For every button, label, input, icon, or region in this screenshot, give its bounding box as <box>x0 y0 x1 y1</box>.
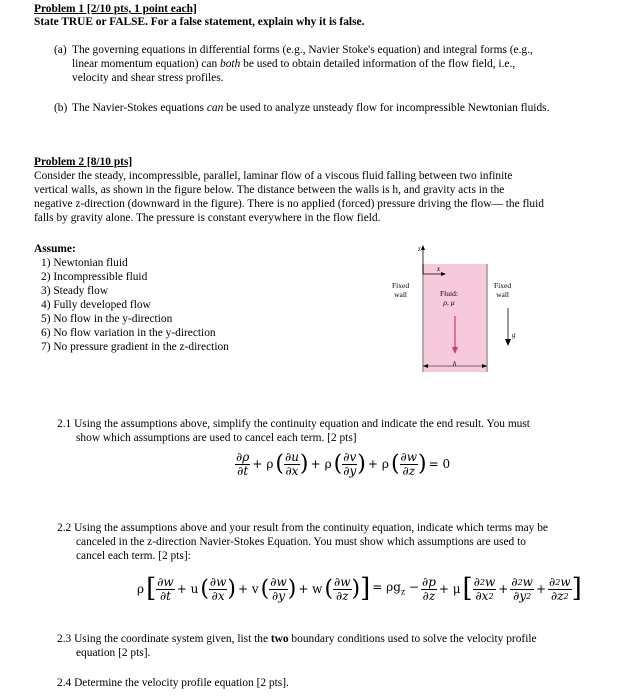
problem2-desc-4: falls by gravity alone. The pressure is constant everywhere in the flow field. <box>34 212 381 224</box>
problem2-title: Problem 2 [8/10 pts] <box>34 156 133 168</box>
assumption-item: 3) Steady flow <box>41 285 109 297</box>
assumption-item: 7) No pressure gradient in the z-direction <box>41 341 229 353</box>
q22-line3: cancel each term. [2 pts]: <box>76 550 191 562</box>
assumption-item: 5) No flow in the y-direction <box>41 313 173 325</box>
problem1-instruction: State TRUE or FALSE. For a false statement, explain why it is false. <box>34 16 365 28</box>
problem1-a-line2: linear momentum equation) can both be used to obtain detailed information of the flow field, i.e., <box>72 58 516 70</box>
left-wall-label: Fixed wall <box>392 281 410 299</box>
q22-line1: 2.2 Using the assumptions above and your result from the continuity equation, indicate which terms may be <box>57 522 548 534</box>
problem1-a-line3: velocity and shear stress profiles. <box>72 72 224 84</box>
problem2-desc-1: Consider the steady, incompressible, parallel, laminar flow of a viscous fluid falling between two infinite <box>34 170 513 182</box>
q22-line2: canceled in the z-direction Navier-Stokes Equation. You must show which assumptions are used to <box>76 536 526 548</box>
x-label: x <box>437 265 441 273</box>
problem1-a-line1: The governing equations in differential forms (e.g., Navier Stoke's equation) and integral forms (e.g., <box>72 44 533 56</box>
problem1-title: Problem 1 [2/10 pts, 1 point each] <box>34 3 197 15</box>
problem1-b-text: The Navier-Stokes equations can be used to analyze unsteady flow for incompressible Newtonian fluids. <box>72 102 550 114</box>
assumption-item: 1) Newtonian fluid <box>41 257 128 269</box>
assume-label: Assume: <box>34 243 76 255</box>
q24-line1: 2.4 Determine the velocity profile equation [2 pts]. <box>57 677 289 689</box>
right-wall-label: Fixed wall <box>494 281 512 299</box>
q21-line2: show which assumptions are used to cancel each term. [2 pts] <box>76 432 357 444</box>
assumption-item: 4) Fully developed flow <box>41 299 151 311</box>
q23-line1: 2.3 Using the coordinate system given, list the two boundary conditions used to solve the velocity profile <box>57 633 537 645</box>
problem1-b-label: (b) <box>54 102 68 114</box>
problem1-a-label: (a) <box>54 44 67 56</box>
assumption-list <box>41 257 229 355</box>
q21-line1: 2.1 Using the assumptions above, simplify the continuity equation and indicate the end result. You must <box>57 418 530 430</box>
continuity-equation: $\frac{\partial\rho}{\partial t}$ + ρ( $\frac{\partial u}{\partial x}$ ) + ρ( $\frac{\partial v}{\partial y}$ ) + ρ( $\frac{\partial w}{\partial z}$ ) = 0 <box>236 450 451 478</box>
assumption-item: 2) Incompressible fluid <box>41 271 148 283</box>
z-label: z <box>418 245 421 253</box>
problem2-desc-2: vertical walls, as shown in the figure below. The distance between the walls is h, and gravity acts in the <box>34 184 505 196</box>
navier-stokes-equation: ρ[ $\frac{\partial w}{\partial t}$ + u( $\frac{\partial w}{\partial x}$ ) + v( $\frac{\partial w}{\partial y}$ ) + w( $\frac{\partial w}{\partial z}$ )] = $\rho g_z$ − $\frac{\partial p}{\partial z}$ + μ[ $\frac{\partial^2w}{\partial x^2}$ + $\frac{\partial^2w}{\partial y^2}$ + $\frac{\partial^2w}{\partial z^2}$ ] <box>137 573 582 604</box>
flow-figure <box>385 238 535 378</box>
g-label: g <box>512 331 516 339</box>
h-label: h <box>453 360 457 368</box>
q23-line2: equation [2 pts]. <box>76 647 151 659</box>
fluid-label: Fluid: ρ, μ <box>440 289 458 307</box>
problem2-desc-3: negative z-direction (downward in the figure). There is no applied (forced) pressure driving the flow— the fluid <box>34 198 544 210</box>
assumption-item: 6) No flow variation in the y-direction <box>41 327 216 339</box>
